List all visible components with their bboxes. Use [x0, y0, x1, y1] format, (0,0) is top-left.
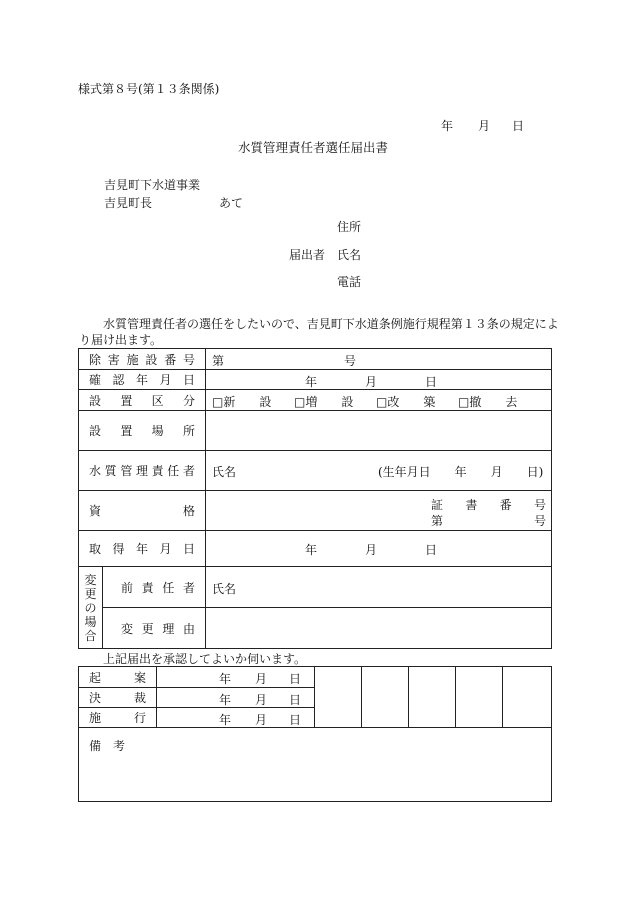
label-char: 分 — [182, 393, 195, 408]
change-section-label-text: 変更の場合 — [84, 572, 97, 643]
label-char: 日 — [182, 542, 195, 556]
label-char: 任 — [162, 580, 175, 595]
category-extend-checkbox[interactable]: □増 設 — [294, 395, 354, 409]
facility-no-label-text — [89, 351, 195, 368]
facility-no-prefix: 第 — [212, 354, 225, 368]
label-char: 施 — [126, 352, 139, 367]
draft-month: 月 — [255, 672, 268, 686]
label-char: 号 — [533, 498, 546, 512]
manager-label — [79, 451, 206, 491]
label-char: 設 — [89, 424, 102, 438]
label-char: 理 — [135, 464, 148, 478]
label-char: 責 — [151, 464, 164, 478]
row-category — [79, 390, 552, 411]
approval-stamp-box-3[interactable] — [409, 667, 456, 728]
enforce-label — [79, 708, 157, 728]
applicant-name-label: 氏名 — [337, 248, 362, 262]
decision-month: 月 — [255, 693, 268, 707]
facility-no-field[interactable] — [206, 349, 552, 370]
label-char: 案 — [133, 670, 146, 685]
document-title: 水質管理責任者選任届出書 — [238, 140, 389, 155]
label-char: 変 — [121, 621, 134, 636]
draft-date-field[interactable] — [157, 667, 315, 688]
form-code: 様式第８号(第１３条関係) — [78, 82, 220, 96]
prev-manager-label-text — [121, 579, 195, 596]
label-char: 確 — [89, 373, 102, 387]
date-month-label: 月 — [478, 119, 491, 133]
confirm-date-label-text — [89, 371, 195, 388]
label-char: 害 — [107, 352, 120, 367]
acquired-date-field[interactable] — [206, 531, 552, 567]
cert-suffix: 号 — [534, 514, 547, 528]
remarks-field[interactable] — [79, 728, 552, 802]
label-char: 責 — [141, 580, 154, 595]
approval-stamp-box-1[interactable] — [315, 667, 362, 728]
confirm-month: 月 — [365, 375, 378, 389]
label-char: 管 — [120, 464, 133, 478]
enforce-day: 日 — [289, 713, 302, 727]
category-rebuild-checkbox[interactable]: □改 築 — [376, 395, 436, 409]
decision-label — [79, 688, 157, 708]
label-char: 場 — [151, 424, 164, 438]
qualification-field[interactable] — [206, 491, 552, 531]
date-year-label: 年 — [441, 119, 454, 133]
label-char: 番 — [164, 352, 177, 367]
row-location — [79, 411, 552, 451]
category-label — [79, 390, 206, 411]
manager-name-label: 氏名 — [212, 465, 237, 479]
manager-birth-label: (生年月日 年 月 日) — [378, 465, 544, 479]
qualification-label — [79, 491, 206, 531]
enforce-year: 年 — [219, 713, 232, 727]
label-char: 年 — [135, 542, 148, 556]
label-char: 資 — [89, 504, 102, 518]
draft-year: 年 — [219, 672, 232, 686]
confirm-year: 年 — [305, 375, 318, 389]
decision-year: 年 — [219, 693, 232, 707]
approval-note: 上記届出を承認してよいか伺います。 — [103, 652, 307, 666]
manager-field[interactable] — [206, 451, 552, 491]
facility-no-suffix: 号 — [344, 354, 357, 368]
label-char: 更 — [141, 621, 154, 636]
addressee-suffix: あて — [219, 196, 244, 210]
confirm-day: 日 — [425, 375, 438, 389]
row-confirm-date — [79, 370, 552, 390]
label-char: 水 — [89, 464, 102, 478]
enforce-label-text — [89, 709, 146, 726]
row-manager — [79, 451, 552, 491]
label-char: 号 — [182, 352, 195, 367]
change-reason-label-text — [121, 620, 195, 637]
label-char: 由 — [182, 621, 195, 636]
label-char: 日 — [182, 373, 195, 387]
confirm-date-label — [79, 370, 206, 390]
label-char: 取 — [89, 542, 102, 556]
facility-no-label — [79, 349, 206, 370]
main-form-table — [78, 348, 552, 649]
approval-row-remarks — [79, 728, 552, 802]
acquired-date-label-text — [89, 540, 195, 557]
acquired-month: 月 — [365, 543, 378, 557]
applicant-label: 届出者 — [289, 248, 326, 262]
manager-label-text — [89, 462, 195, 479]
label-char: 設 — [89, 393, 102, 408]
row-change-reason — [79, 608, 552, 649]
location-field[interactable] — [206, 411, 552, 451]
label-char: 番 — [499, 498, 512, 512]
confirm-date-field[interactable] — [206, 370, 552, 390]
acquired-day: 日 — [425, 543, 438, 557]
prev-manager-label — [103, 567, 206, 608]
label-char: 行 — [133, 711, 146, 725]
location-label-text — [89, 422, 195, 439]
label-char: 施 — [89, 711, 102, 725]
date-day-label: 日 — [512, 119, 525, 133]
label-char: 証 — [431, 498, 444, 512]
label-char: 認 — [112, 373, 125, 387]
label-char: 質 — [104, 464, 117, 478]
row-prev-manager — [79, 567, 552, 608]
label-char: 者 — [182, 580, 195, 595]
remarks-label: 備 考 — [89, 739, 126, 753]
row-acquired-date — [79, 531, 552, 567]
label-char: 理 — [162, 621, 175, 636]
label-char: 年 — [135, 373, 148, 387]
label-char: 区 — [151, 393, 164, 408]
draft-day: 日 — [289, 672, 302, 686]
qualification-label-text — [89, 502, 195, 519]
label-char: 月 — [159, 373, 172, 387]
change-section-label — [79, 567, 103, 649]
label-char: 前 — [121, 580, 134, 595]
statement-line1: 水質管理責任者の選任をしたいので、吉見町下水道条例施行規程第１３条の規定によ — [103, 317, 559, 331]
label-char: 設 — [145, 352, 158, 367]
label-char: 所 — [182, 424, 195, 438]
label-char: 得 — [112, 542, 125, 556]
label-char: 格 — [182, 504, 195, 518]
label-char: 除 — [89, 352, 102, 367]
approval-table — [78, 666, 552, 802]
change-reason-field[interactable] — [206, 608, 552, 649]
prev-manager-name-label: 氏名 — [212, 582, 237, 596]
enforce-date-field[interactable] — [157, 708, 315, 728]
category-remove-checkbox[interactable]: □撤 去 — [458, 395, 518, 409]
decision-day: 日 — [289, 693, 302, 707]
category-new-checkbox[interactable]: □新 設 — [212, 395, 272, 409]
location-label — [79, 411, 206, 451]
statement-line2: り届け出ます。 — [79, 333, 163, 347]
draft-label — [79, 667, 157, 688]
cert-number-label — [431, 496, 546, 513]
label-char: 書 — [465, 498, 478, 512]
category-label-text — [89, 392, 195, 409]
approval-stamp-box-4[interactable] — [456, 667, 503, 728]
acquired-date-label — [79, 531, 206, 567]
decision-label-text — [89, 689, 146, 706]
approval-stamp-box-5[interactable] — [503, 667, 552, 728]
label-char: 者 — [182, 464, 195, 478]
acquired-year: 年 — [305, 543, 318, 557]
prev-manager-field[interactable] — [206, 567, 552, 608]
category-field — [206, 390, 552, 411]
address-label: 住所 — [337, 220, 362, 234]
label-char: 任 — [167, 464, 180, 478]
phone-label: 電話 — [337, 275, 362, 289]
label-char: 月 — [159, 542, 172, 556]
enforce-month: 月 — [255, 713, 268, 727]
row-facility-no — [79, 349, 552, 370]
label-char: 起 — [89, 670, 102, 685]
addressee-line2: 吉見町長 — [104, 196, 153, 210]
addressee-line1: 吉見町下水道事業 — [104, 178, 201, 192]
decision-date-field[interactable] — [157, 688, 315, 708]
label-char: 置 — [120, 393, 133, 408]
draft-label-text — [89, 669, 146, 686]
cert-prefix: 第 — [431, 514, 444, 528]
row-qualification — [79, 491, 552, 531]
label-char: 裁 — [133, 691, 146, 705]
approval-row-draft — [79, 667, 552, 688]
change-reason-label — [103, 608, 206, 649]
approval-stamp-box-2[interactable] — [362, 667, 409, 728]
label-char: 決 — [89, 691, 102, 705]
label-char: 置 — [120, 424, 133, 438]
